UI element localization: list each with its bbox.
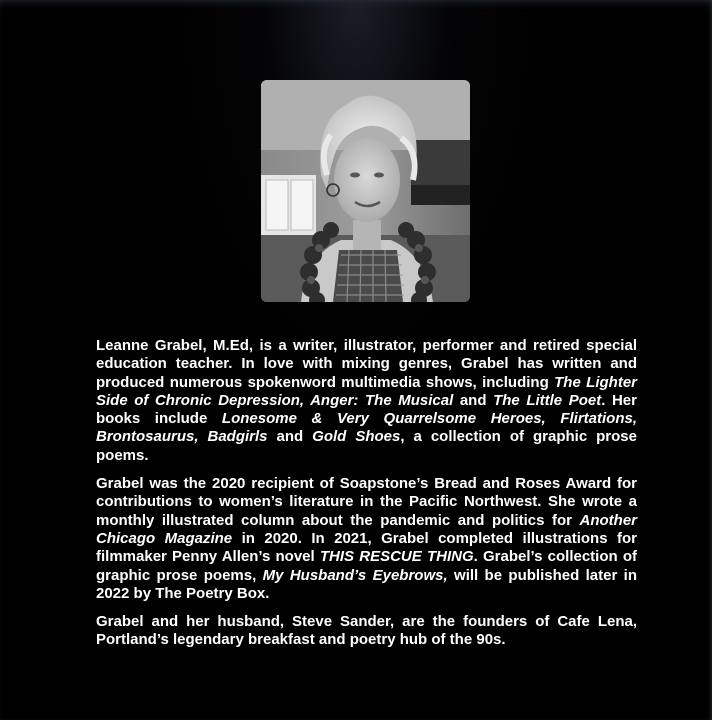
- bio-title: THIS RESCUE THING: [319, 548, 474, 566]
- author-portrait-photo: [261, 80, 470, 302]
- bio-title: Lonesome & Very Quarrelsome Heroes, Flirtations, Brontosaurus, Badgirls: [96, 410, 637, 446]
- bio-title: The Little Poet: [493, 391, 602, 409]
- bio-text: and: [453, 391, 494, 409]
- bio-text: Grabel was the 2020 recipient of Soapstone’s Bread and Roses Award for contributions to women’s literature in the Pacific Northwest. She wrote a monthly illustrated column about the pandemic and politics for: [96, 475, 637, 529]
- bio-text: in 2020. In 2021, Grabel completed illustrations for filmmaker Penny Allen’s novel: [96, 529, 637, 566]
- bio-paragraph-3: Grabel and her husband, Steve Sander, are the founders of Cafe Lena, Portland’s legendary breakfast and poetry hub of the 90s.: [96, 613, 637, 649]
- bio-paragraph-1: [96, 337, 637, 465]
- bio-text: and: [267, 428, 313, 446]
- author-portrait-illustration: [261, 80, 470, 302]
- bio-title: My Husband’s Eyebrows,: [262, 566, 448, 584]
- bio-title: Another Chicago Magazine: [96, 511, 637, 547]
- bio-text: . Her books include: [96, 391, 637, 428]
- bio-text: will be published later in 2022 by The Poetry Box.: [96, 566, 638, 602]
- bio-text: Leanne Grabel, M.Ed, is a writer, illustrator, performer and retired special education teacher. In love with mixing genres, Grabel has written and produced numerous spokenword multimedia shows, including: [96, 337, 637, 391]
- bio-title: Gold Shoes: [312, 428, 401, 446]
- bio-paragraph-2: [96, 475, 637, 603]
- bio-title: The Lighter Side of Chronic Depression, Anger: The Musical: [96, 373, 637, 409]
- author-bio: [96, 337, 637, 660]
- bio-text: , a collection of graphic prose poems.: [96, 428, 637, 464]
- bio-text: . Grabel’s collection of graphic prose poems,: [96, 548, 638, 584]
